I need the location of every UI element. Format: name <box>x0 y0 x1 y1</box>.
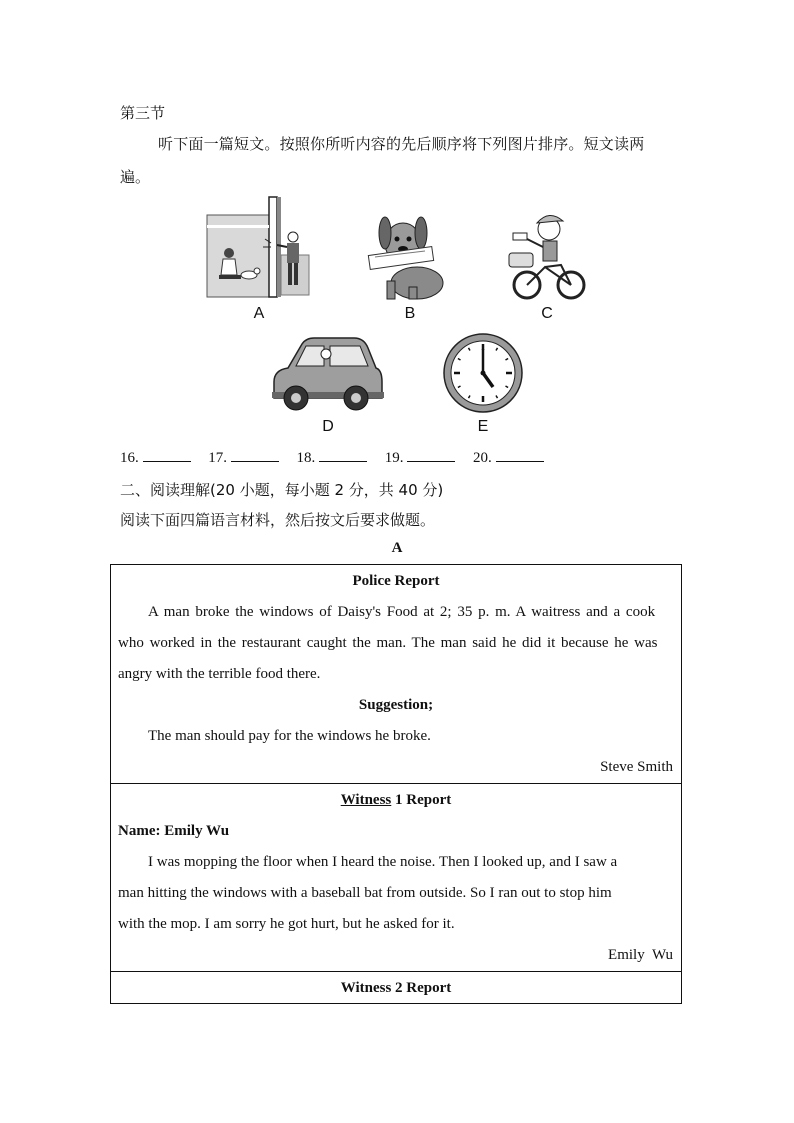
blank-17[interactable]: 17. <box>208 447 279 467</box>
part2-instruction: 阅读下面四篇语言材料，然后按文后要求做题。 <box>120 511 436 529</box>
clock-icon <box>444 334 522 412</box>
witness1-line3: with the mop. I am sorry he got hurt, but he asked for it. <box>118 916 455 932</box>
part2-heading: 二、阅读理解(20 小题，每小题 2 分，共 40 分) <box>120 481 444 499</box>
witness2-report-box <box>110 971 682 1004</box>
police-report-signature: Steve Smith <box>600 759 673 775</box>
picture-d <box>268 336 386 414</box>
witness1-line1: I was mopping the floor when I heard the noise. Then I looked up, and I saw a <box>148 854 618 870</box>
suggestion-text: The man should pay for the windows he broke. <box>148 728 431 744</box>
picture-a <box>205 195 313 300</box>
picture-label-a: A <box>253 305 265 322</box>
answer-blanks <box>120 447 558 467</box>
witness2-title: Witness 2 Report <box>340 980 452 996</box>
picture-label-d: D <box>322 418 334 435</box>
boy-on-bicycle-icon <box>509 215 584 298</box>
police-report-line3: angry with the terrible food there. <box>118 666 321 682</box>
picture-label-b: B <box>404 305 416 322</box>
police-report-title: Police Report <box>352 573 440 589</box>
listening-instruction-line1: 听下面一篇短文。按照你所听内容的先后顺序将下列图片排序。短文读两 <box>158 135 645 153</box>
picture-e <box>442 332 524 414</box>
suggestion-title: Suggestion; <box>358 697 434 713</box>
picture-label-e: E <box>477 418 489 435</box>
witness1-name: Name: Emily Wu <box>118 823 230 839</box>
passage-label: A <box>391 540 403 556</box>
witness1-signature: Emily Wu <box>608 947 673 963</box>
picture-c <box>505 207 591 303</box>
blank-20[interactable]: 20. <box>473 447 544 467</box>
dog-with-newspaper-icon <box>368 217 443 299</box>
car-icon <box>272 338 384 410</box>
blank-19[interactable]: 19. <box>385 447 456 467</box>
listening-instruction-line2: 遍。 <box>120 168 151 186</box>
witness1-title: Witness 1 Report <box>340 792 452 808</box>
shop-door-scene-icon <box>207 197 309 297</box>
picture-b <box>365 213 453 303</box>
section-title: 第三节 <box>120 104 166 122</box>
witness1-report-box <box>110 783 682 972</box>
police-report-box <box>110 564 682 784</box>
police-report-line2: who worked in the restaurant caught the man. The man said he did it because he was <box>118 635 658 651</box>
blank-18[interactable]: 18. <box>297 447 368 467</box>
witness1-line2: man hitting the windows with a baseball bat from outside. So I ran out to stop him <box>118 885 612 901</box>
police-report-line1: A man broke the windows of Daisy's Food at 2; 35 p. m. A waitress and a cook <box>148 604 656 620</box>
blank-16[interactable]: 16. <box>120 447 191 467</box>
picture-label-c: C <box>541 305 553 322</box>
